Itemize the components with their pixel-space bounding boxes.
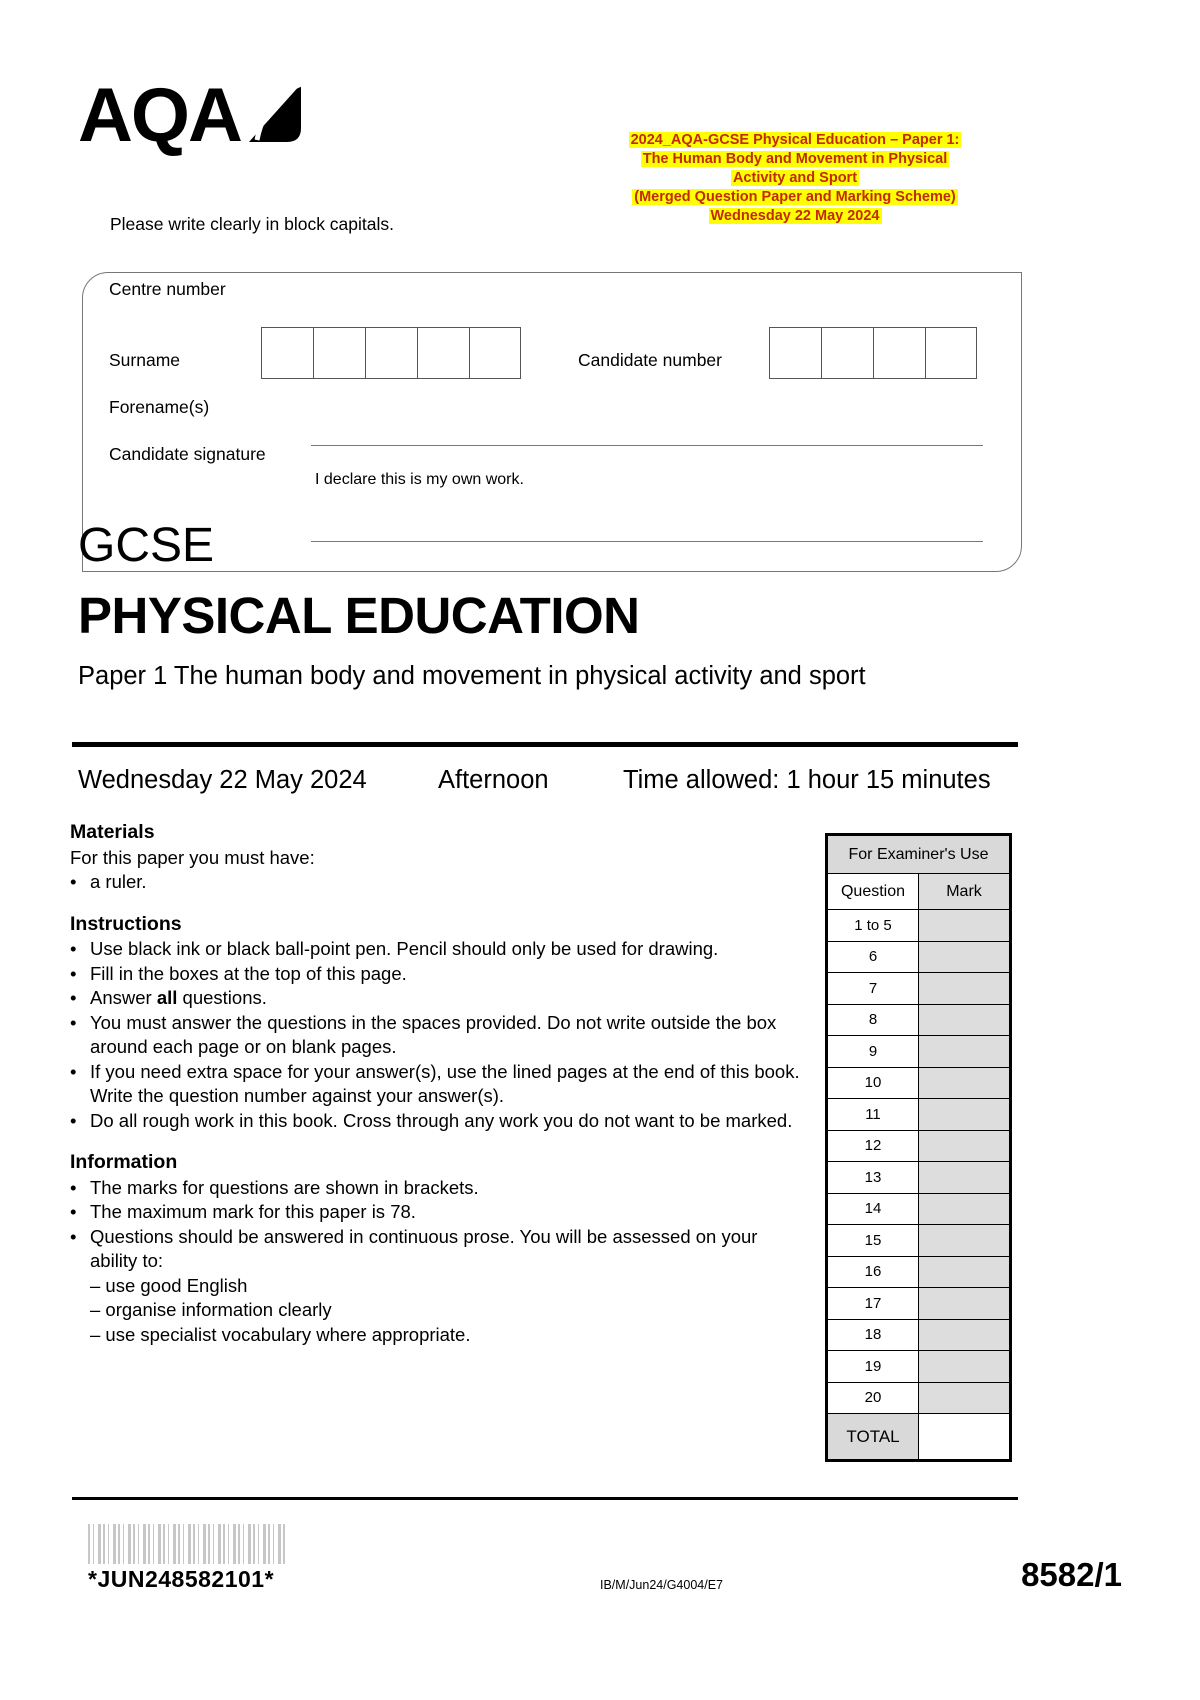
- materials-intro: For this paper you must have:: [70, 846, 315, 868]
- materials-section: [70, 820, 805, 895]
- table-row-total: [828, 1414, 1010, 1460]
- bullet-icon: •: [70, 1011, 77, 1033]
- examiner-table-title: For Examiner's Use: [828, 836, 1010, 874]
- information-item-text: Questions should be answered in continuous prose. You will be assessed on your ability to:: [90, 1225, 758, 1271]
- exam-date: Wednesday 22 May 2024: [78, 766, 367, 794]
- question-label: 8: [828, 1004, 919, 1036]
- candidate-signature-label: Candidate signature: [109, 444, 266, 464]
- surname-input-boxes[interactable]: [261, 327, 521, 379]
- barcode-text: *JUN248582101*: [88, 1566, 275, 1592]
- total-label: TOTAL: [828, 1414, 919, 1460]
- doc-header-line-2: The Human Body and Movement in Physical: [642, 151, 948, 167]
- mark-cell[interactable]: [919, 1036, 1010, 1068]
- question-label: 13: [828, 1162, 919, 1194]
- instruction-item: [70, 1060, 805, 1109]
- candidate-number-cell[interactable]: [925, 327, 977, 379]
- instruction-item: [70, 1109, 805, 1134]
- mark-cell[interactable]: [919, 1288, 1010, 1320]
- question-label: 10: [828, 1067, 919, 1099]
- information-heading: Information: [70, 1151, 178, 1173]
- mark-cell[interactable]: [919, 1162, 1010, 1194]
- signature-line-bottom: [311, 541, 983, 542]
- mark-cell[interactable]: [919, 1256, 1010, 1288]
- question-label: 7: [828, 973, 919, 1005]
- table-row: [828, 1036, 1010, 1068]
- instruction-item: [70, 1011, 805, 1060]
- instructions-section: [70, 912, 805, 1134]
- table-row: [828, 941, 1010, 973]
- mark-cell[interactable]: [919, 1067, 1010, 1099]
- mark-cell[interactable]: [919, 1319, 1010, 1351]
- bullet-icon: •: [70, 987, 77, 1008]
- ib-reference-code: IB/M/Jun24/G4004/E7: [600, 1578, 723, 1592]
- table-row: [828, 1288, 1010, 1320]
- bullet-icon: •: [70, 871, 77, 892]
- mark-cell[interactable]: [919, 910, 1010, 942]
- doc-header-line-5: Wednesday 22 May 2024: [710, 208, 880, 224]
- instruction-item-text: Fill in the boxes at the top of this page.: [90, 962, 407, 984]
- instruction-item: [70, 937, 805, 962]
- information-section: [70, 1150, 805, 1347]
- barcode-image: [88, 1524, 288, 1564]
- question-label: 6: [828, 941, 919, 973]
- materials-item: [70, 870, 805, 895]
- table-row: [828, 910, 1010, 942]
- question-label: 18: [828, 1319, 919, 1351]
- instructions-column: [70, 820, 805, 1364]
- aqa-logo: [78, 73, 303, 158]
- bullet-icon: •: [70, 1060, 77, 1082]
- instruction-item-text: If you need extra space for your answer(s), use the lined pages at the end of this book. Write the question number against your answer(s).: [90, 1060, 800, 1106]
- information-subitem: – use good English: [90, 1274, 248, 1296]
- doc-header-line-4: (Merged Question Paper and Marking Scheme): [634, 189, 956, 205]
- mark-cell[interactable]: [919, 941, 1010, 973]
- instruction-item-text: Use black ink or black ball-point pen. Pencil should only be used for drawing.: [90, 938, 719, 959]
- mark-cell[interactable]: [919, 1004, 1010, 1036]
- surname-cell[interactable]: [261, 327, 313, 379]
- table-row: [828, 1099, 1010, 1131]
- table-row: [828, 1382, 1010, 1414]
- information-item-text: The maximum mark for this paper is 78.: [90, 1201, 416, 1222]
- candidate-number-cell[interactable]: [873, 327, 925, 379]
- table-row: [828, 1256, 1010, 1288]
- question-label: 14: [828, 1193, 919, 1225]
- information-item: [70, 1200, 805, 1225]
- table-row: [828, 1004, 1010, 1036]
- question-label: 20: [828, 1382, 919, 1414]
- mark-cell[interactable]: [919, 1382, 1010, 1414]
- instruction-item-text: Do all rough work in this book. Cross through any work you do not want to be marked.: [90, 1109, 793, 1131]
- total-mark-cell[interactable]: [919, 1414, 1010, 1460]
- information-item: [70, 1225, 805, 1274]
- divider-top: [72, 742, 1018, 747]
- paper-code: 8582/1: [1021, 1556, 1122, 1593]
- forenames-label: Forename(s): [109, 397, 210, 417]
- instruction-item-text: You must answer the questions in the spaces provided. Do not write outside the box around each page or on blank pages.: [90, 1011, 777, 1057]
- exam-details-line: [78, 766, 1018, 795]
- doc-header-line-3: Activity and Sport: [732, 170, 858, 186]
- candidate-number-cell[interactable]: [821, 327, 873, 379]
- surname-cell[interactable]: [417, 327, 469, 379]
- table-row: [828, 973, 1010, 1005]
- table-row: [828, 1319, 1010, 1351]
- surname-label: Surname: [109, 350, 181, 370]
- aqa-logo-text: AQA: [78, 73, 241, 158]
- mark-cell[interactable]: [919, 973, 1010, 1005]
- table-row: [828, 1067, 1010, 1099]
- surname-cell[interactable]: [313, 327, 365, 379]
- candidate-number-input-boxes[interactable]: [769, 327, 977, 379]
- question-label: 15: [828, 1225, 919, 1257]
- signature-line-top: [311, 445, 983, 446]
- information-subitem: – organise information clearly: [90, 1299, 332, 1320]
- candidate-details-box: [82, 272, 1022, 572]
- exam-time-allowed: Time allowed: 1 hour 15 minutes: [623, 766, 991, 794]
- examiner-use-table: [825, 833, 1012, 1462]
- instruction-item: [70, 986, 805, 1011]
- examiner-col-mark: Mark: [919, 874, 1010, 910]
- bullet-icon: •: [70, 938, 77, 959]
- question-label: 16: [828, 1256, 919, 1288]
- question-label: 17: [828, 1288, 919, 1320]
- bullet-icon: •: [70, 1225, 77, 1247]
- exam-session: Afternoon: [438, 766, 549, 794]
- examiner-col-question: Question: [828, 874, 919, 910]
- information-item: [70, 1176, 805, 1201]
- document-title-banner: [560, 131, 1030, 226]
- candidate-number-cell[interactable]: [769, 327, 821, 379]
- bullet-icon: •: [70, 1201, 77, 1222]
- mark-cell[interactable]: [919, 1099, 1010, 1131]
- instruction-item-text: Answer all questions.: [90, 987, 267, 1008]
- aqa-leaf-icon: [247, 82, 303, 144]
- information-item-text: The marks for questions are shown in brackets.: [90, 1176, 479, 1198]
- table-row: [828, 1193, 1010, 1225]
- table-row: [828, 1225, 1010, 1257]
- table-row: [828, 1351, 1010, 1383]
- paper-subtitle: Paper 1 The human body and movement in physical activity and sport: [78, 662, 866, 690]
- bullet-icon: •: [70, 1176, 77, 1198]
- candidate-number-label: Candidate number: [578, 350, 722, 370]
- materials-item-text: a ruler.: [90, 871, 147, 892]
- surname-cell[interactable]: [469, 327, 521, 379]
- bullet-icon: •: [70, 1109, 77, 1131]
- question-label: 9: [828, 1036, 919, 1068]
- centre-number-label: Centre number: [109, 279, 226, 299]
- instructions-heading: Instructions: [70, 912, 182, 935]
- divider-bottom: [72, 1497, 1018, 1500]
- question-label: 19: [828, 1351, 919, 1383]
- mark-cell[interactable]: [919, 1351, 1010, 1383]
- table-row: [828, 1162, 1010, 1194]
- question-label: 1 to 5: [828, 910, 919, 942]
- mark-cell[interactable]: [919, 1225, 1010, 1257]
- information-subitem: – use specialist vocabulary where appropriate.: [90, 1323, 471, 1345]
- mark-cell[interactable]: [919, 1193, 1010, 1225]
- question-label: 11: [828, 1099, 919, 1131]
- table-row: [828, 1130, 1010, 1162]
- materials-heading: Materials: [70, 821, 155, 843]
- declaration-text: I declare this is my own work.: [315, 471, 524, 488]
- qualification-title: GCSE: [78, 519, 215, 572]
- question-label: 12: [828, 1130, 919, 1162]
- subject-title: PHYSICAL EDUCATION: [78, 587, 640, 644]
- doc-header-line-1: 2024_AQA-GCSE Physical Education – Paper 1:: [630, 132, 960, 148]
- block-capitals-note: Please write clearly in block capitals.: [110, 214, 395, 234]
- bullet-icon: •: [70, 962, 77, 984]
- mark-cell[interactable]: [919, 1130, 1010, 1162]
- surname-cell[interactable]: [365, 327, 417, 379]
- instruction-item: [70, 962, 805, 987]
